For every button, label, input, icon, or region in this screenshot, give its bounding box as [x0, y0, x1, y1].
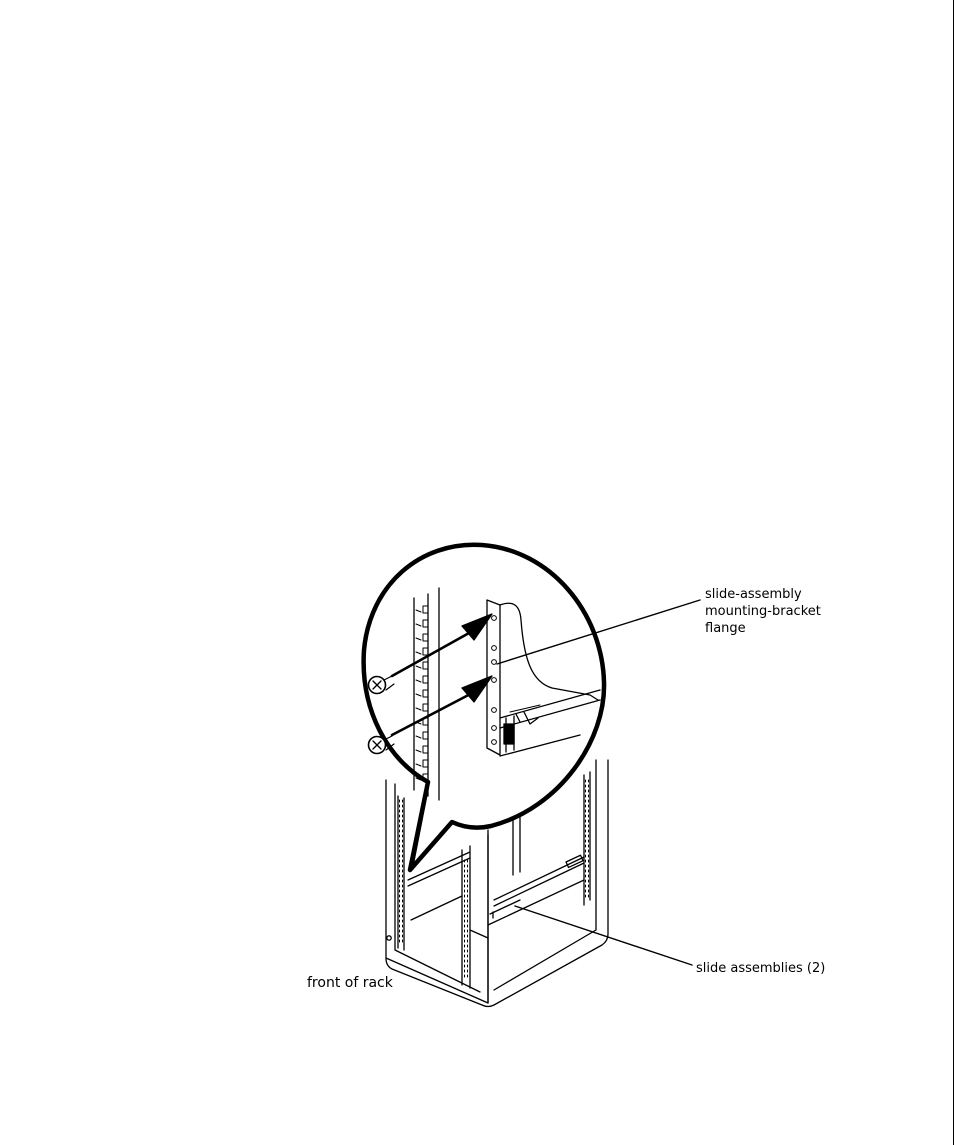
flange-callout-line-1: slide-assembly [705, 587, 802, 602]
flange-callout-line-3: flange [705, 621, 746, 636]
slide-assemblies-callout: slide assemblies (2) [696, 961, 826, 976]
front-of-rack-callout: front of rack [307, 975, 393, 991]
flange-callout-line-2: mounting-bracket [705, 604, 821, 619]
flange-callout [705, 586, 821, 637]
